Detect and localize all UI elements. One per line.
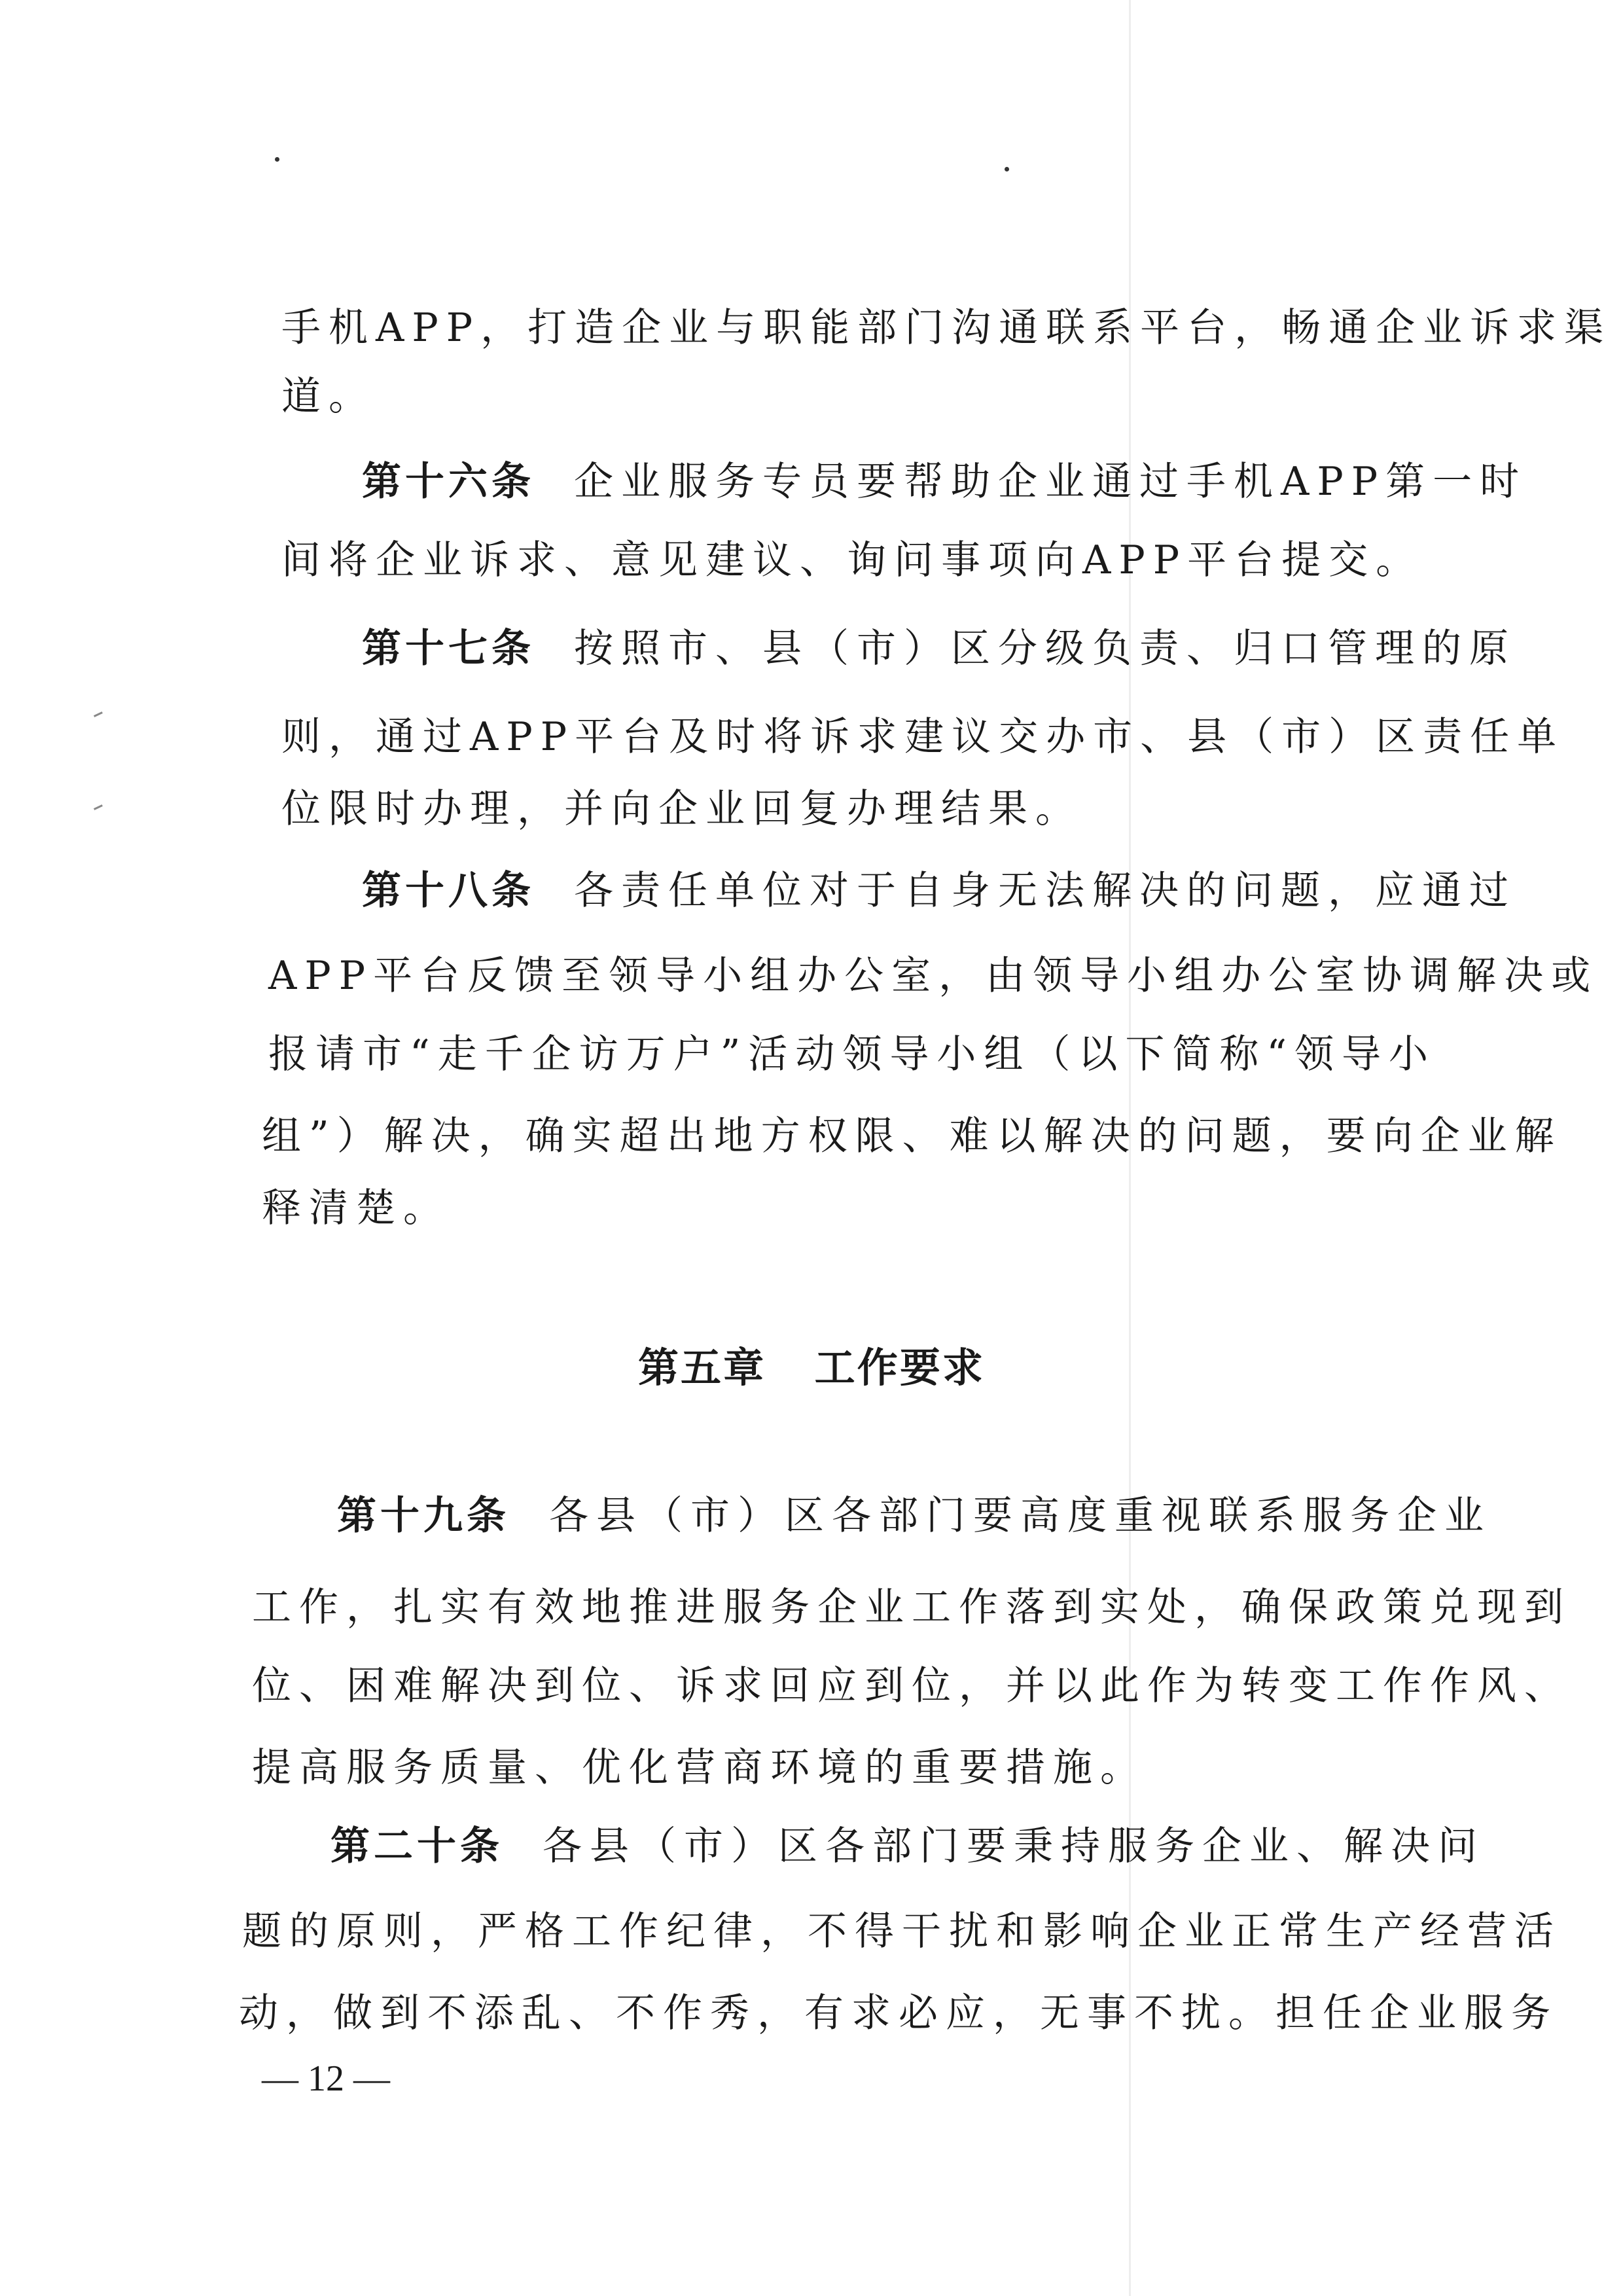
scan-speck [1005, 167, 1009, 171]
chapter-title: 工作要求 [814, 1344, 986, 1391]
text-line: APP平台反馈至领导小组办公室，由领导小组办公室协调解决或 [268, 953, 1599, 999]
chapter-number: 第五章 [637, 1344, 766, 1391]
article-label: 第十七条 [362, 626, 535, 672]
article-label: 第十六条 [362, 459, 535, 505]
text-line: 题的原则，严格工作纪律，不得干扰和影响企业正常生产经营活 [242, 1909, 1561, 1954]
scan-speck [275, 157, 279, 162]
text-line: 道。 [281, 374, 376, 420]
article-17 [362, 625, 1516, 672]
text-line: 组”）解决，确实超出地方权限、难以解决的问题，要向企业解 [262, 1113, 1562, 1159]
text-line: 位、困难解决到位、诉求回应到位，并以此作为转变工作作风、 [252, 1663, 1571, 1709]
article-label: 第十八条 [362, 868, 535, 914]
article-text: 各县（市）区各部门要高度重视联系服务企业 [549, 1493, 1491, 1539]
page-number: — 12 — [262, 2058, 390, 2099]
text-line: 间将企业诉求、意见建议、询问事项向APP平台提交。 [281, 537, 1423, 583]
text-line: 提高服务质量、优化营商环境的重要措施。 [252, 1745, 1147, 1791]
article-20 [330, 1823, 1485, 1870]
chapter-heading [0, 1342, 1623, 1394]
article-text: 企业服务专员要帮助企业通过手机APP第一时 [574, 459, 1527, 505]
text-line: 释清楚。 [262, 1185, 450, 1231]
article-16 [362, 458, 1527, 505]
scan-mark [94, 711, 103, 717]
text-line: 工作，扎实有效地推进服务企业工作落到实处，确保政策兑现到 [252, 1585, 1571, 1630]
text-line: 手机APP，打造企业与职能部门沟通联系平台，畅通企业诉求渠 [281, 305, 1612, 351]
scan-mark [94, 804, 103, 810]
article-text: 各县（市）区各部门要秉持服务企业、解决问 [543, 1823, 1485, 1869]
text-line: 位限时办理，并向企业回复办理结果。 [281, 786, 1082, 832]
article-18 [362, 867, 1516, 914]
text-line: 动，做到不添乱、不作秀，有求必应，无事不扰。担任企业服务 [239, 1990, 1558, 2036]
article-label: 第二十条 [330, 1823, 503, 1869]
article-text: 各责任单位对于自身无法解决的问题，应通过 [574, 868, 1516, 914]
article-19 [337, 1492, 1491, 1539]
article-text: 按照市、县（市）区分级负责、归口管理的原 [574, 626, 1516, 672]
text-line: 报请市“走千企访万户”活动领导小组（以下简称“领导小 [268, 1031, 1436, 1077]
text-line: 则，通过APP平台及时将诉求建议交办市、县（市）区责任单 [281, 714, 1565, 760]
article-label: 第十九条 [337, 1493, 510, 1539]
